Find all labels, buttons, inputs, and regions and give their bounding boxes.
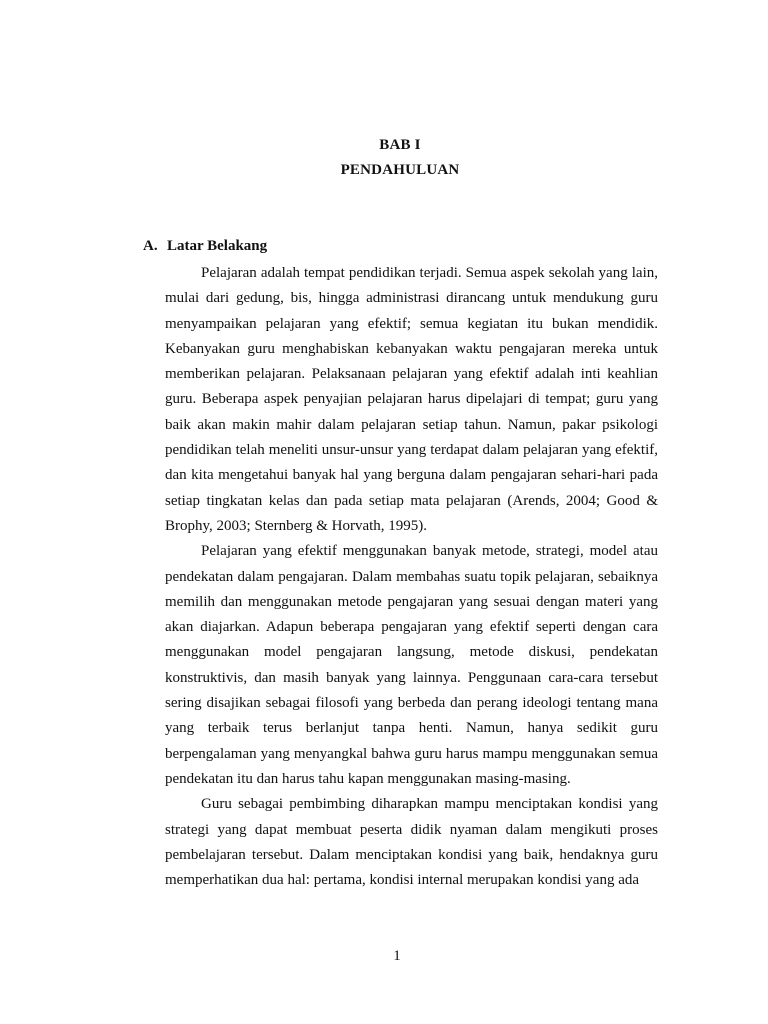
- section-letter: A.: [143, 238, 158, 254]
- paragraph-1: Pelajaran adalah tempat pendidikan terjadi. Semua aspek sekolah yang lain, mulai dari gedung, bis, hingga administrasi dirancang untuk mendukung guru menyampaikan pelajaran yang efektif; semua kegiatan itu bukan mendidik. Kebanyakan guru menghabiskan kebanyakan waktu pengajaran mereka untuk memberikan pelajaran. Pelaksanaan pelajaran yang efektif adalah inti keahlian guru. Beberapa aspek penyajian pelajaran harus dipelajari di tempat; guru yang baik akan makin mahir dalam pelajaran setiap tahun. Namun, pakar psikologi pendidikan telah meneliti unsur-unsur yang terdapat dalam pelajaran yang efektif, dan kita mengetahui banyak hal yang berguna dalam pengajaran sehari-hari pada setiap tingkatan kelas dan pada setiap mata pelajaran (Arends, 2004; Good & Brophy, 2003; Sternberg & Horvath, 1995).: [165, 265, 658, 534]
- chapter-title: PENDAHULUAN: [340, 162, 460, 178]
- body-text: [165, 261, 658, 893]
- page-number: 1: [393, 948, 401, 964]
- section-title: Latar Belakang: [167, 238, 268, 254]
- paragraph-2: Pelajaran yang efektif menggunakan banyak metode, strategi, model atau pendekatan dalam pengajaran. Dalam membahas suatu topik pelajaran, sebaiknya memilih dan menggunakan metode pengajaran yang sesuai dengan materi yang akan diajarkan. Adapun beberapa pengajaran yang efektif seperti dengan cara menggunakan model pengajaran langsung, metode diskusi, pendekatan konstruktivis, dan masih banyak yang lainnya. Penggunaan cara-cara tersebut sering disajikan sebagai filosofi yang berbeda dan perang ideologi tentang mana yang terbaik terus berlanjut tanpa henti. Namun, hanya sedikit guru berpengalaman yang menyangkal bahwa guru harus mampu menggunakan semua pendekatan itu dan harus tahu kapan menggunakan masing-masing.: [165, 543, 658, 787]
- paragraph-3: Guru sebagai pembimbing diharapkan mampu menciptakan kondisi yang strategi yang dapat membuat peserta didik nyaman dalam mengikuti proses pembelajaran tersebut. Dalam menciptakan kondisi yang baik, hendaknya guru memperhatikan dua hal: pertama, kondisi internal merupakan kondisi yang ada: [165, 796, 658, 889]
- chapter-number: BAB I: [379, 137, 421, 153]
- section-heading: [143, 238, 267, 255]
